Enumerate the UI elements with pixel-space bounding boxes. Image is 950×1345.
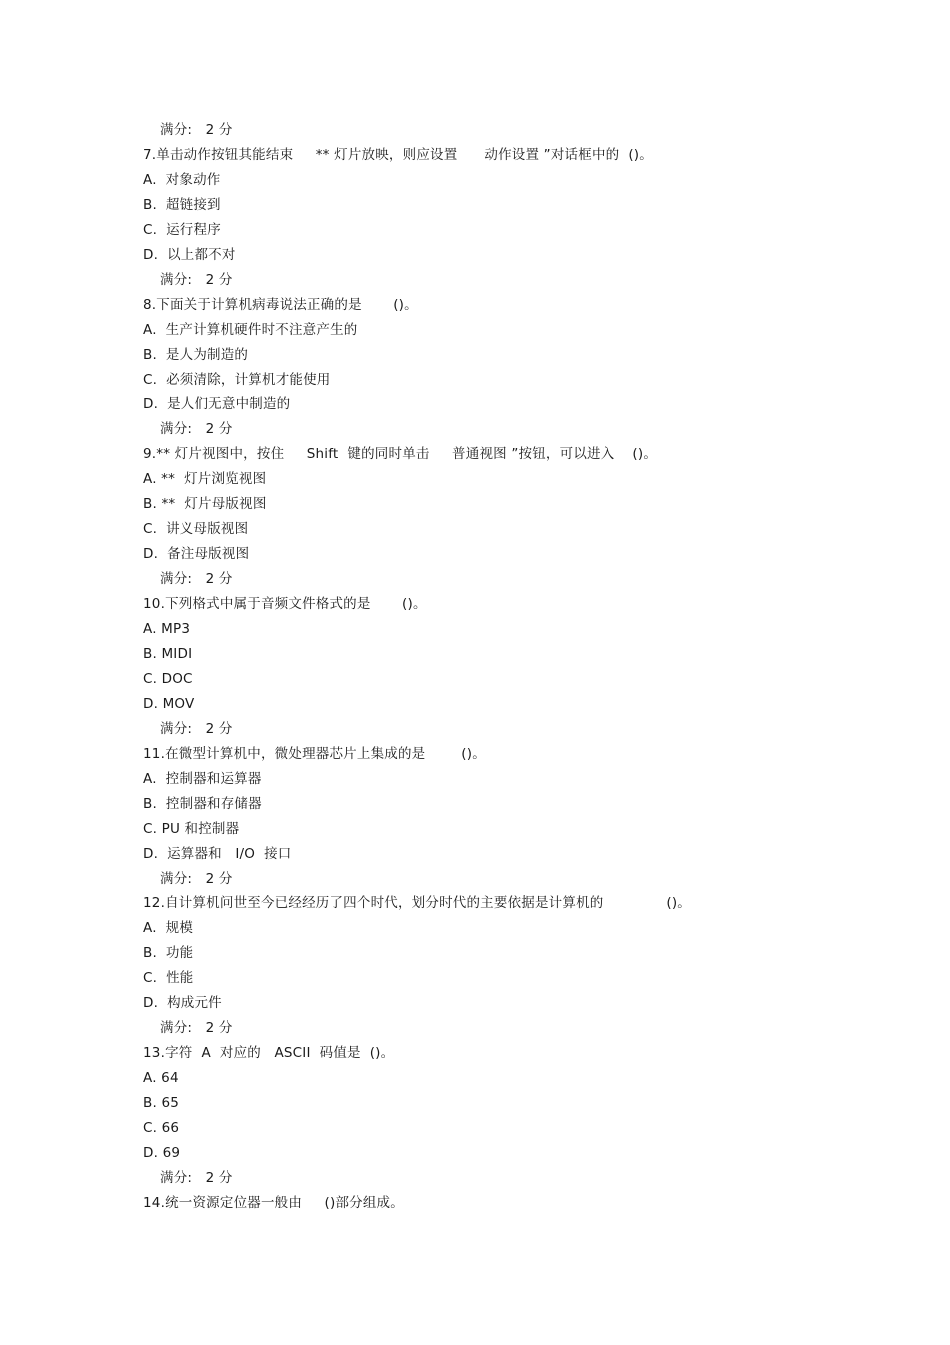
answer-option: D. 69 [143, 1144, 181, 1161]
answer-option: C. 讲义母版视图 [143, 521, 249, 538]
score-line: 满分: 2 分 [160, 122, 233, 138]
answer-option: D. MOV [143, 695, 195, 712]
answer-option: B. MIDI [143, 645, 193, 662]
score-line: 满分: 2 分 [160, 870, 233, 887]
score-line: 满分: 2 分 [160, 571, 233, 588]
score-line: 满分: 2 分 [160, 271, 233, 288]
answer-option: B. 控制器和存储器 [143, 795, 262, 812]
score-line: 满分: 2 分 [160, 1020, 233, 1037]
answer-option: C. PU 和控制器 [143, 820, 240, 837]
answer-option: A. 控制器和运算器 [143, 770, 262, 787]
answer-option: C. 必须清除，计算机才能使用 [143, 371, 331, 388]
question-text: 9.** 灯片视图中，按住 Shift 键的同时单击 普通视图 ”按钮，可以进入 ()。 [143, 446, 658, 463]
answer-option: B. 超链接到 [143, 196, 221, 213]
answer-option: B. 功能 [143, 945, 194, 962]
answer-option: A. ** 灯片浏览视图 [143, 471, 267, 488]
answer-option: B. 是人为制造的 [143, 346, 249, 363]
score-line: 满分: 2 分 [160, 720, 233, 737]
answer-option: D. 构成元件 [143, 995, 222, 1012]
answer-option: A. 64 [143, 1070, 179, 1087]
answer-option: B. ** 灯片母版视图 [143, 496, 267, 513]
question-text: 8.下面关于计算机病毒说法正确的是 ()。 [143, 296, 418, 313]
answer-option: A. 生产计算机硬件时不注意产生的 [143, 321, 358, 338]
answer-option: D. 以上都不对 [143, 246, 236, 263]
score-line: 满分: 2 分 [160, 421, 233, 438]
question-text: 12.自计算机问世至今已经经历了四个时代，划分时代的主要依据是计算机的 ()。 [143, 895, 691, 912]
answer-option: C. DOC [143, 670, 193, 687]
answer-option: B. 65 [143, 1095, 180, 1111]
score-line: 满分: 2 分 [160, 1169, 233, 1186]
answer-option: D. 运算器和 I/O 接口 [143, 845, 292, 862]
answer-option: C. 66 [143, 1120, 180, 1136]
answer-option: A. 规模 [143, 920, 194, 937]
answer-option: C. 性能 [143, 970, 194, 987]
question-text: 13.字符 A 对应的 ASCII 码值是 ()。 [143, 1045, 395, 1062]
question-text: 11.在微型计算机中，微处理器芯片上集成的是 ()。 [143, 745, 486, 762]
answer-option: D. 是人们无意中制造的 [143, 396, 291, 413]
answer-option: A. MP3 [143, 621, 191, 637]
question-text: 14.统一资源定位器一般由 ()部分组成。 [143, 1194, 404, 1211]
answer-option: A. 对象动作 [143, 171, 221, 188]
question-text: 10.下列格式中属于音频文件格式的是 ()。 [143, 596, 427, 612]
question-text: 7.单击动作按钮其能结束 ** 灯片放映，则应设置 动作设置 ”对话框中的 ()。 [143, 146, 653, 163]
answer-option: C. 运行程序 [143, 221, 221, 238]
answer-option: D. 备注母版视图 [143, 546, 250, 563]
